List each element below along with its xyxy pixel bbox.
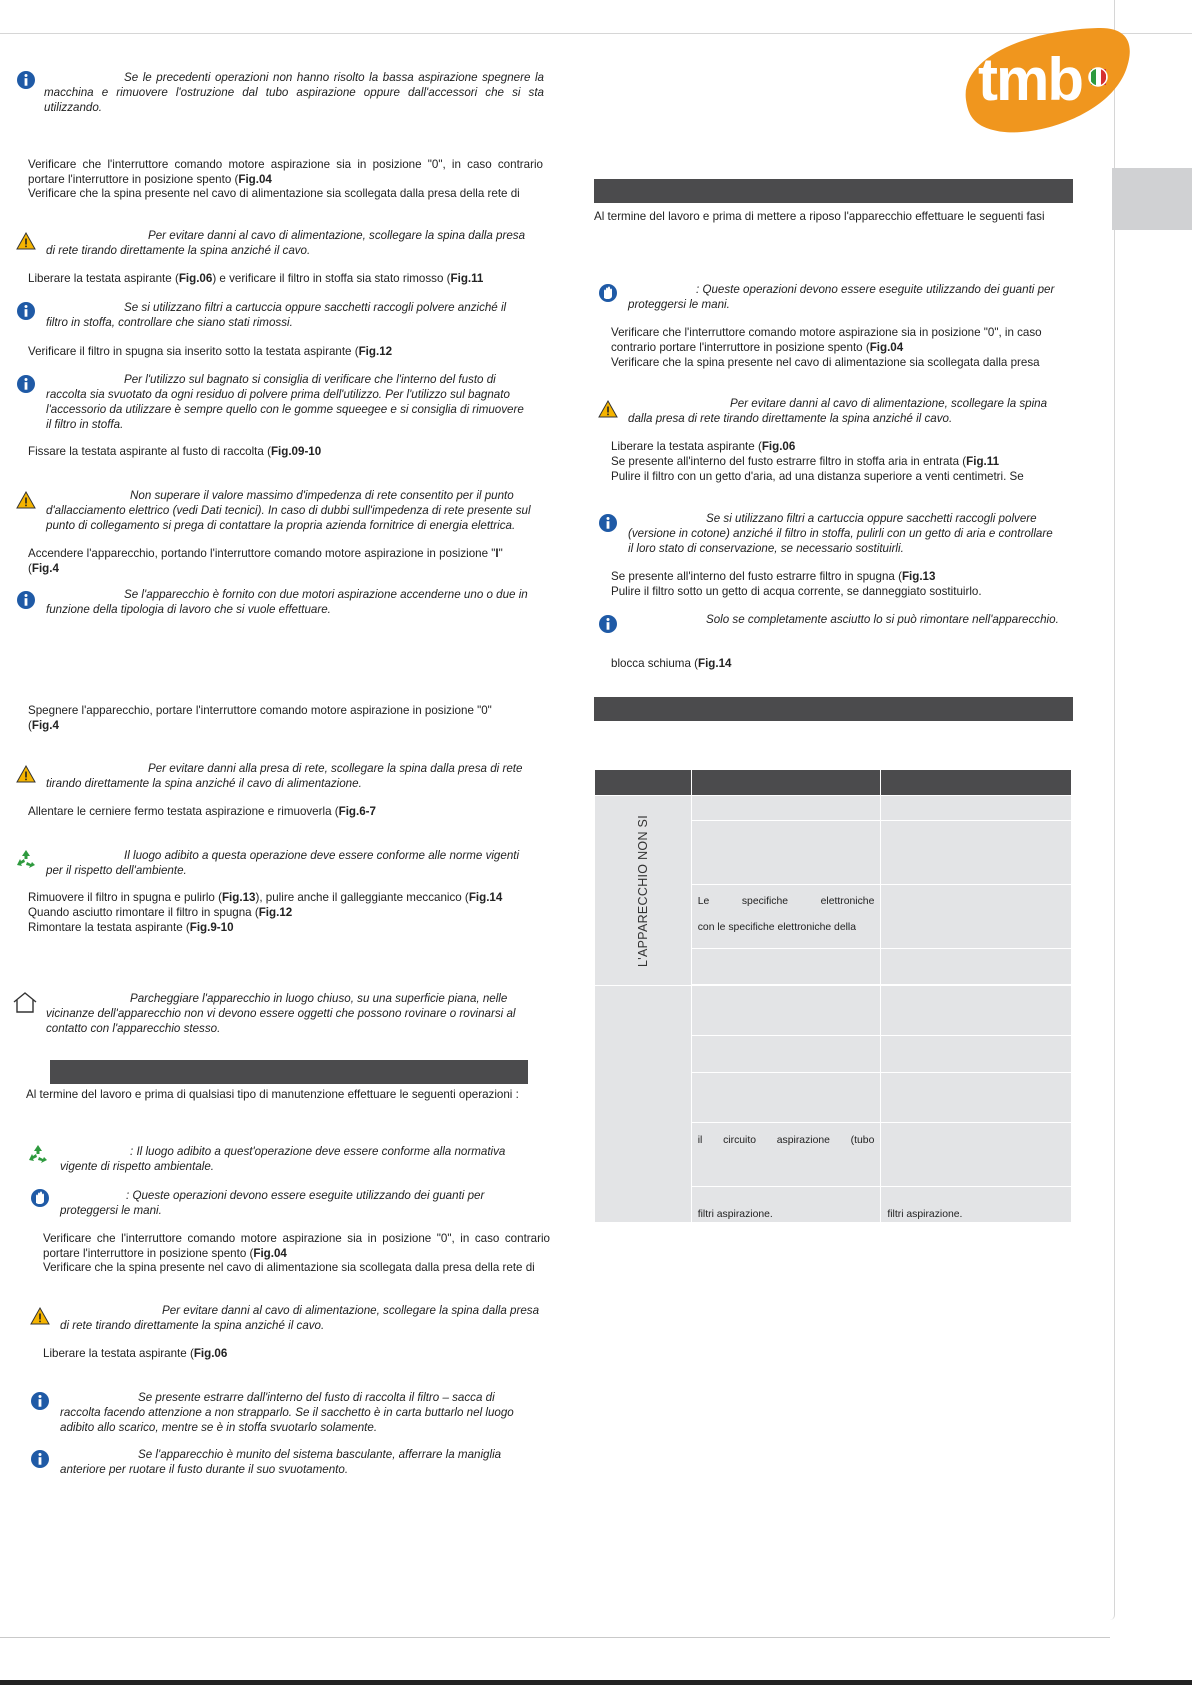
group-1-cell	[595, 796, 692, 986]
warning-icon	[16, 764, 36, 784]
info-icon	[16, 301, 36, 321]
warning-impedance: Non superare il valore massimo d'impedenza di rete consentito per il punto d'allacciamento elettrico (vedi Dati tecnici). In caso di dubbi sull'impedenza di rete presente sul punto di collegamento si prega di contattare la propria azienda fornitrice di energia elettrica.	[46, 489, 531, 532]
note-wet-use: Per l'utilizzo sul bagnato si consiglia di verificare che l'interno del fusto di raccolta sia svuotato da ogni residuo di polvere prima dell'utilizzo. Per l'utilizzo sul bagnato l'accessorio da utilizzare è sempre quello con le gomme squeegee e si consiglia di rimuovere il filtro in stoffa.	[46, 373, 524, 431]
warning-cable-2: Per evitare danni al cavo di alimentazione, scollegare la spina dalla presa di rete tirando direttamente la spina anziché il cavo.	[60, 1304, 540, 1332]
table-row: Le specifiche elettroniche con le specifiche elettroniche della	[595, 885, 1072, 949]
info-icon	[16, 70, 36, 90]
info-icon	[598, 513, 618, 533]
warning-icon	[16, 490, 36, 510]
warning-icon	[30, 1306, 50, 1326]
step-verify-sponge: Verificare il filtro in spugna sia inserito sotto la testata aspirante (Fig.12	[28, 345, 393, 358]
info-icon	[30, 1449, 50, 1469]
step-release-head-2: Liberare la testata aspirante (Fig.06	[43, 1347, 228, 1360]
step-clean-sponge: Rimuovere il filtro in spugna e pulirlo (Fig.13), pulire anche il galleggiante meccanico (Fig.14 Quando asciutto rimontare il filtro in spugna (Fig.12 Rimontare la testata aspirante (Fig.9-10	[28, 891, 503, 934]
note-filter-bag: Se presente estrarre dall'interno del fusto di raccolta il filtro – sacca di raccolta facendo attenzione a non strapparlo. Se il sacchetto è in carta buttarlo nel luogo adibito allo scarico, mentre se è in stoffa svuotarlo solamente.	[60, 1391, 514, 1434]
warning-socket: Per evitare danni alla presa di rete, scollegare la spina dalla presa di rete tirando direttamente la spina anziché il cavo di alimentazione.	[46, 762, 523, 790]
step-verify-switch-2: Verificare che l'interruttore comando motore aspirazione sia in posizione "0", in caso contrario portare l'interruttore in posizione spento (Fig.04	[43, 1232, 550, 1260]
warning-icon	[16, 231, 36, 251]
note-cartridge-clean: Se si utilizzano filtri a cartuccia oppure sacchetti raccogli polvere (versione in cotone) anziché il filtro in stoffa, pulirli con un getto di aria e controllare il loro stato di conservazione, se necessario sostituirli.	[628, 512, 1053, 555]
note-tilting-system: Se l'apparecchio è munito del sistema basculante, afferrare la maniglia anteriore per ruotare il fusto durante il suo svuotamento.	[60, 1448, 502, 1476]
note-environment-2: : Il luogo adibito a quest'operazione deve essere conforme alla normativa vigente di rispetto ambientale.	[60, 1145, 506, 1173]
info-icon	[16, 590, 36, 610]
section-header-bar-maintenance	[50, 1060, 528, 1084]
step-foam-block: blocca schiuma (Fig.14	[611, 657, 732, 670]
gloves-icon	[598, 283, 618, 303]
note-environment-1: Il luogo adibito a questa operazione deve essere conforme alle norme vigenti per il rispetto dell'ambiente.	[46, 849, 520, 877]
troubleshooting-table	[594, 769, 1072, 1223]
bottom-band	[0, 1680, 1192, 1685]
note-gloves-2: : Queste operazioni devono essere eseguite utilizzando dei guanti per proteggersi le mani.	[60, 1189, 485, 1217]
info-icon	[598, 614, 618, 634]
recycle-icon	[14, 848, 38, 872]
recycle-icon	[26, 1143, 50, 1167]
step-turn-off: Spegnere l'apparecchio, portare l'interruttore comando motore aspirazione in posizione "0" (Fig.4	[28, 704, 492, 732]
intro-rest: Al termine del lavoro e prima di mettere a riposo l'apparecchio effettuare le seguenti fasi	[594, 210, 1045, 223]
step-verify-switch-3: Verificare che l'interruttore comando motore aspirazione sia in posizione "0", in caso contrario portare l'interruttore in posizione spento (Fig.04 Verificare che la spina presente nel cavo di alimentazione sia scollegata dalla presa	[611, 326, 1042, 369]
step-verify-switch: Verificare che l'interruttore comando motore aspirazione sia in posizione "0", in caso contrario portare l'interruttore in posizione spento (Fig.04	[28, 158, 543, 186]
warning-cable-1: Per evitare danni al cavo di alimentazione, scollegare la spina dalla presa di rete tirando direttamente la spina anziché il cavo.	[46, 229, 526, 257]
warning-icon	[598, 399, 618, 419]
table-header-row	[595, 770, 1072, 796]
note-two-motors: Se l'apparecchio è fornito con due motori aspirazione accenderne uno o due in funzione della tipologia di lavoro che si vuole effettuare.	[46, 588, 528, 616]
section-header-bar-rest	[594, 179, 1073, 203]
step-fix-head: Fissare la testata aspirante al fusto di raccolta (Fig.09-10	[28, 445, 322, 458]
right-page-edge	[1110, 0, 1115, 1620]
intro-maintenance: Al termine del lavoro e prima di qualsiasi tipo di manutenzione effettuare le seguenti operazioni :	[26, 1088, 519, 1101]
step-release-head: Liberare la testata aspirante (Fig.06) e verificare il filtro in stoffa sia stato rimosso (Fig.11	[28, 272, 484, 285]
step-verify-plug: Verificare che la spina presente nel cavo di alimentazione sia scollegata dalla presa della rete di	[28, 187, 520, 200]
note-low-suction: Se le precedenti operazioni non hanno risolto la bassa aspirazione spegnere la macchina e rimuovere l'ostruzione dal tubo aspirazione oppure dall'accessori che si sta utilizzando.	[44, 71, 544, 114]
table-row	[595, 796, 1072, 821]
tmb-logo	[958, 22, 1138, 138]
step-release-extract: Liberare la testata aspirante (Fig.06 Se presente all'interno del fusto estrarre filtro in stoffa aria in entrata (Fig.11 Pulire il filtro con un getto d'aria, ad una distanza superiore a venti centimetri. Se	[611, 440, 1024, 483]
note-gloves-1: : Queste operazioni devono essere eseguite utilizzando dei guanti per proteggersi le mani.	[628, 283, 1055, 311]
warning-cable-3: Per evitare danni al cavo di alimentazione, scollegare la spina dalla presa di rete tirando direttamente la spina anziché il cavo.	[628, 397, 1048, 425]
step-verify-plug-2: Verificare che la spina presente nel cavo di alimentazione sia scollegata dalla presa della rete di	[43, 1261, 535, 1274]
step-turn-on: Accendere l'apparecchio, portando l'interruttore comando motore aspirazione in posizione "I" (Fig.4	[28, 547, 503, 575]
th-problem	[595, 770, 692, 796]
bottom-rule	[0, 1637, 1110, 1638]
group-2-cell	[595, 986, 692, 1223]
gloves-icon	[30, 1188, 50, 1208]
table-row: filtri aspirazione. filtri aspirazione.	[595, 1187, 1072, 1223]
info-icon	[30, 1391, 50, 1411]
th-cause	[691, 770, 881, 796]
note-parking: Parcheggiare l'apparecchio in luogo chiuso, su una superficie piana, nelle vicinanze dell'apparecchio non vi devono essere oggetti che possono rovinare o rovinarsi al contatto con l'apparecchio stesso.	[46, 992, 516, 1035]
table-row: il circuito aspirazione (tubo	[595, 1123, 1072, 1187]
th-remedy	[881, 770, 1072, 796]
note-dry: Solo se completamente asciutto lo si può rimontare nell'apparecchio.	[706, 613, 1059, 626]
table-row	[595, 986, 1072, 1036]
chapter-tab	[1112, 168, 1192, 230]
house-icon	[12, 990, 38, 1014]
step-sponge-wash: Se presente all'interno del fusto estrarre filtro in spugna (Fig.13 Pulire il filtro sotto un getto di acqua corrente, se danneggiato sostituirlo.	[611, 570, 982, 598]
note-cartridge-filters: Se si utilizzano filtri a cartuccia oppure sacchetti raccogli polvere anziché il filtro in stoffa, controllare che siano stati rimossi.	[46, 301, 507, 329]
group-1-label: L'APPARECCHIO NON SI	[635, 814, 650, 967]
info-icon	[16, 374, 36, 394]
section-header-bar-troubleshooting	[594, 697, 1073, 721]
step-loosen-hinges: Allentare le cerniere fermo testata aspirazione e rimuoverla (Fig.6-7	[28, 805, 376, 818]
logo-text: tmb	[978, 46, 1082, 113]
